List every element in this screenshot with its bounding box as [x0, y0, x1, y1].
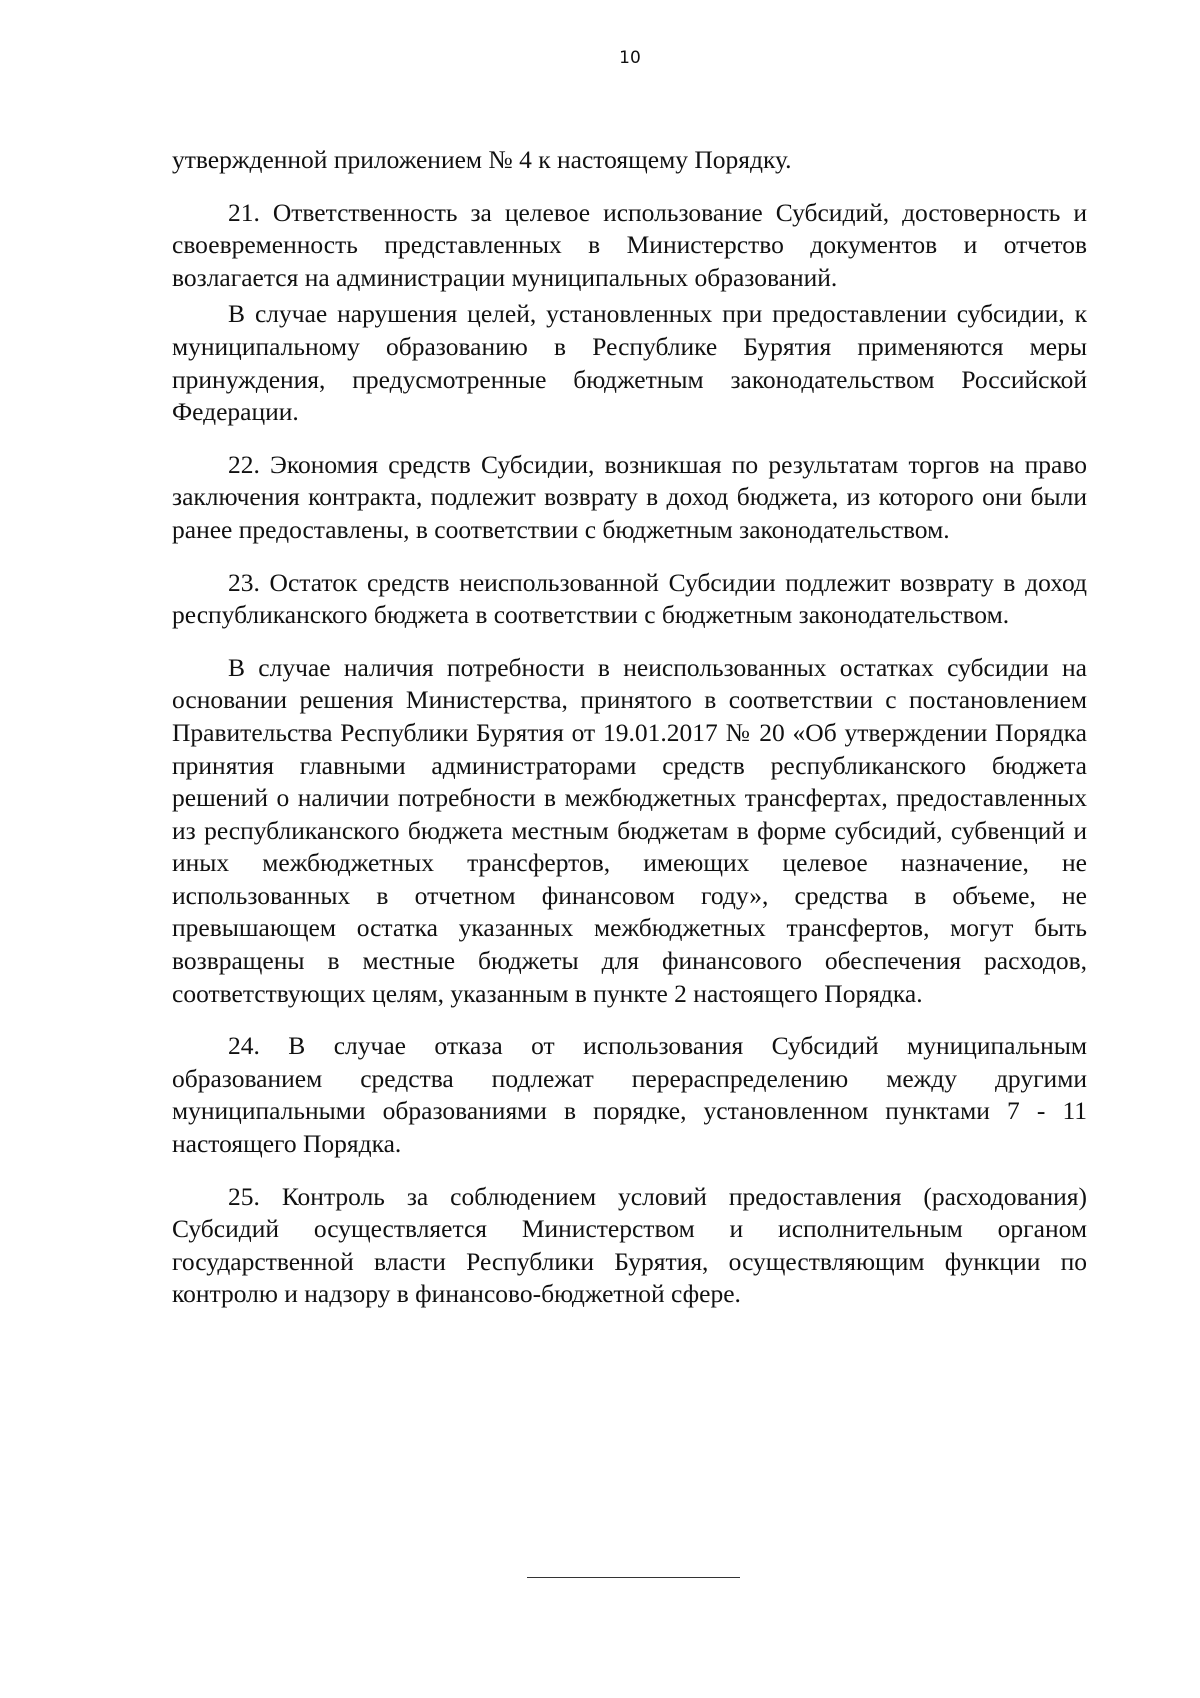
paragraph-23: 23. Остаток средств неиспользованной Субсидии подлежит возврату в доход республиканского бюджета в соответствии с бюджетным законодательством. — [172, 567, 1087, 630]
paragraph-23-remainder-need: В случае наличия потребности в неиспользованных остатках субсидии на основании решения Министерства, принятого в соответствии с постановлением Правительства Республики Бурятия от 19.01.2017 № 20 «Об утверждении Порядка принятия главными администраторами средств республиканского бюджета решений о наличии потребности в межбюджетных трансфертах, предоставленных из республиканского бюджета местным бюджетам в форме субсидий, субвенций и иных межбюджетных трансфертов, имеющих целевое назначение, не использованных в отчетном финансовом году», средства в объеме, не превышающем остатка указанных межбюджетных трансфертов, могут быть возвращены в местные бюджеты для финансового обеспечения расходов, соответствующих целям, указанным в пункте 2 настоящего Порядка. — [172, 652, 1087, 1008]
page-number: 10 — [619, 48, 641, 68]
paragraph-22: 22. Экономия средств Субсидии, возникшая по результатам торгов на право заключения контракта, подлежит возврату в доход бюджета, из которого они были ранее предоставлены, в соответствии с бюджетным законодательством. — [172, 449, 1087, 544]
paragraph-21: 21. Ответственность за целевое использование Субсидий, достоверность и своевременность представленных в Министерство документов и отчетов возлагается на администрации муниципальных образований. — [172, 197, 1087, 292]
document-body — [172, 144, 1087, 1311]
paragraph-24: 24. В случае отказа от использования Субсидий муниципальным образованием средства подлежат перераспределению между другими муниципальными образованиями в порядке, установленном пунктами 7 - 11 настоящего Порядка. — [172, 1031, 1087, 1159]
paragraph-21-violation: В случае нарушения целей, установленных при предоставлении субсидии, к муниципальному образованию в Республике Бурятия применяются меры принуждения, предусмотренные бюджетным законодательством Российской Федерации. — [172, 299, 1087, 427]
paragraph-continuation: утвержденной приложением № 4 к настоящему Порядку. — [172, 145, 792, 174]
paragraph-25: 25. Контроль за соблюдением условий предоставления (расходования) Субсидий осуществляется Министерством и исполнительным органом государственной власти Республики Бурятия, осуществляющим функции по контролю и надзору в финансово-бюджетной сфере. — [172, 1181, 1087, 1309]
end-of-document-rule — [527, 1577, 740, 1578]
